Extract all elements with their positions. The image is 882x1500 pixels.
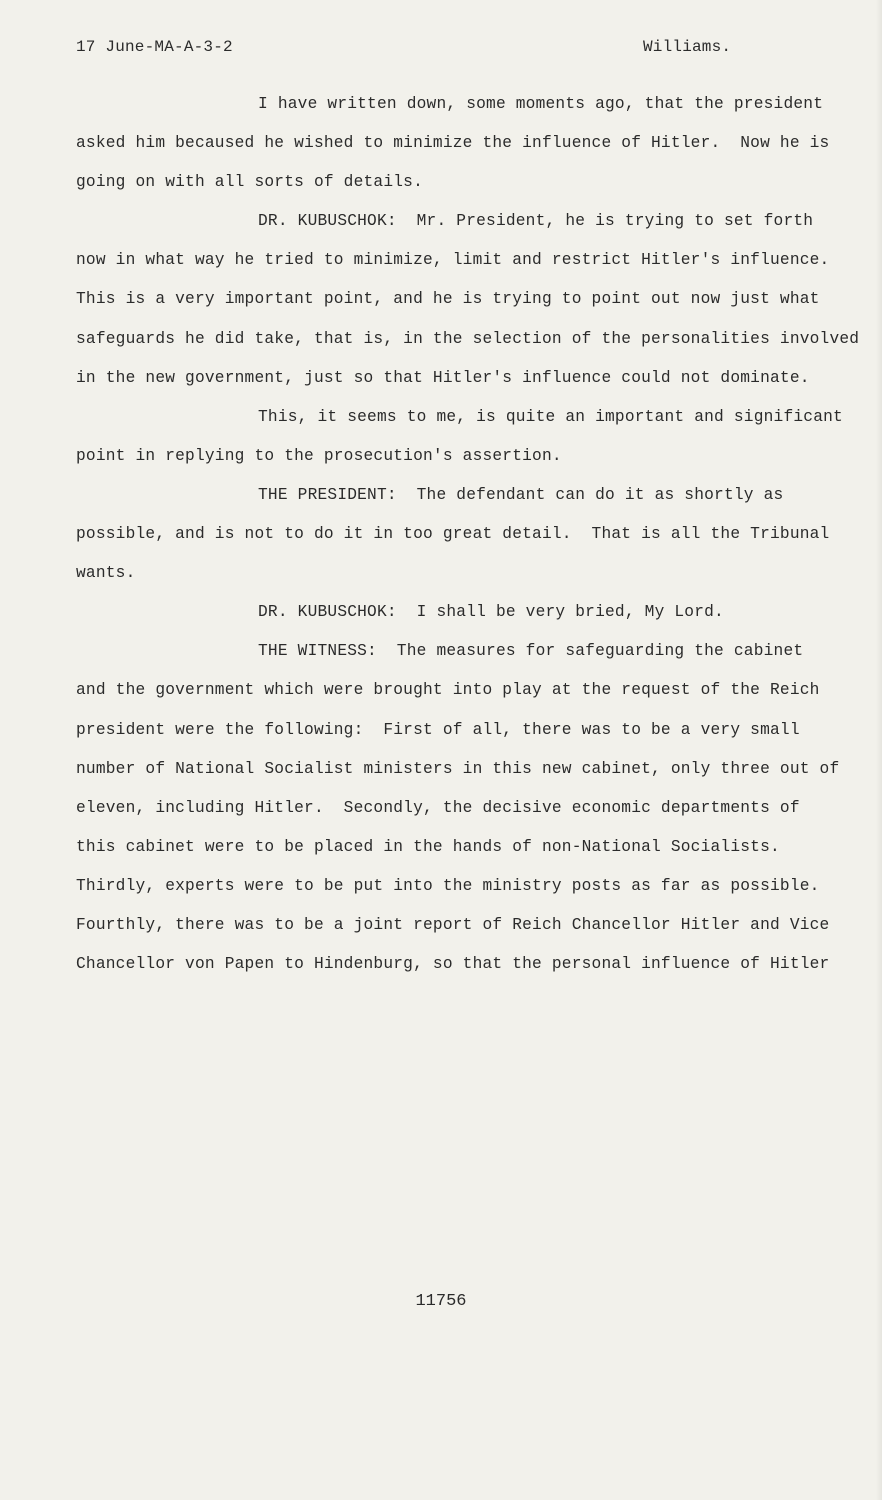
text-line: safeguards he did take, that is, in the selection of the personalities involved xyxy=(76,329,860,348)
text-line: This is a very important point, and he is trying to point out now just what xyxy=(76,290,820,309)
text-line: THE PRESIDENT: The defendant can do it as shortly as xyxy=(258,485,784,504)
text-line: THE WITNESS: The measures for safeguarding the cabinet xyxy=(258,642,804,661)
text-line: president were the following: First of all, there was to be a very small xyxy=(76,720,800,739)
text-line: point in replying to the prosecution's assertion. xyxy=(76,446,562,465)
text-line: I have written down, some moments ago, that the president xyxy=(258,95,824,113)
text-line: this cabinet were to be placed in the hands of non-National Socialists. xyxy=(76,837,780,856)
text-line: possible, and is not to do it in too great detail. That is all the Tribunal xyxy=(76,525,830,544)
page-edge xyxy=(876,0,882,1500)
transcript-body xyxy=(76,94,866,993)
text-line: Fourthly, there was to be a joint report of Reich Chancellor Hitler and Vice xyxy=(76,915,830,934)
text-line: wants. xyxy=(76,564,136,583)
text-line: DR. KUBUSCHOK: Mr. President, he is trying to set forth xyxy=(258,212,814,231)
text-line: DR. KUBUSCHOK: I shall be very bried, My Lord. xyxy=(258,603,724,622)
text-line: in the new government, just so that Hitler's influence could not dominate. xyxy=(76,368,810,387)
header-reference: 17 June-MA-A-3-2 xyxy=(76,38,233,56)
header-reporter: Williams. xyxy=(643,38,732,56)
text-line: going on with all sorts of details. xyxy=(76,173,423,192)
text-line: Chancellor von Papen to Hindenburg, so that the personal influence of Hitler xyxy=(76,955,830,974)
text-line: and the government which were brought into play at the request of the Reich xyxy=(76,681,820,700)
page-number: 11756 xyxy=(415,1292,467,1311)
text-line: eleven, including Hitler. Secondly, the decisive economic departments of xyxy=(76,798,800,817)
text-line: now in what way he tried to minimize, limit and restrict Hitler's influence. xyxy=(76,251,830,270)
text-line: Thirdly, experts were to be put into the ministry posts as far as possible. xyxy=(76,876,820,895)
text-line: asked him becaused he wished to minimize the influence of Hitler. Now he is xyxy=(76,134,830,153)
text-line: number of National Socialist ministers in this new cabinet, only three out of xyxy=(76,759,840,778)
text-line: This, it seems to me, is quite an important and significant xyxy=(258,407,843,426)
